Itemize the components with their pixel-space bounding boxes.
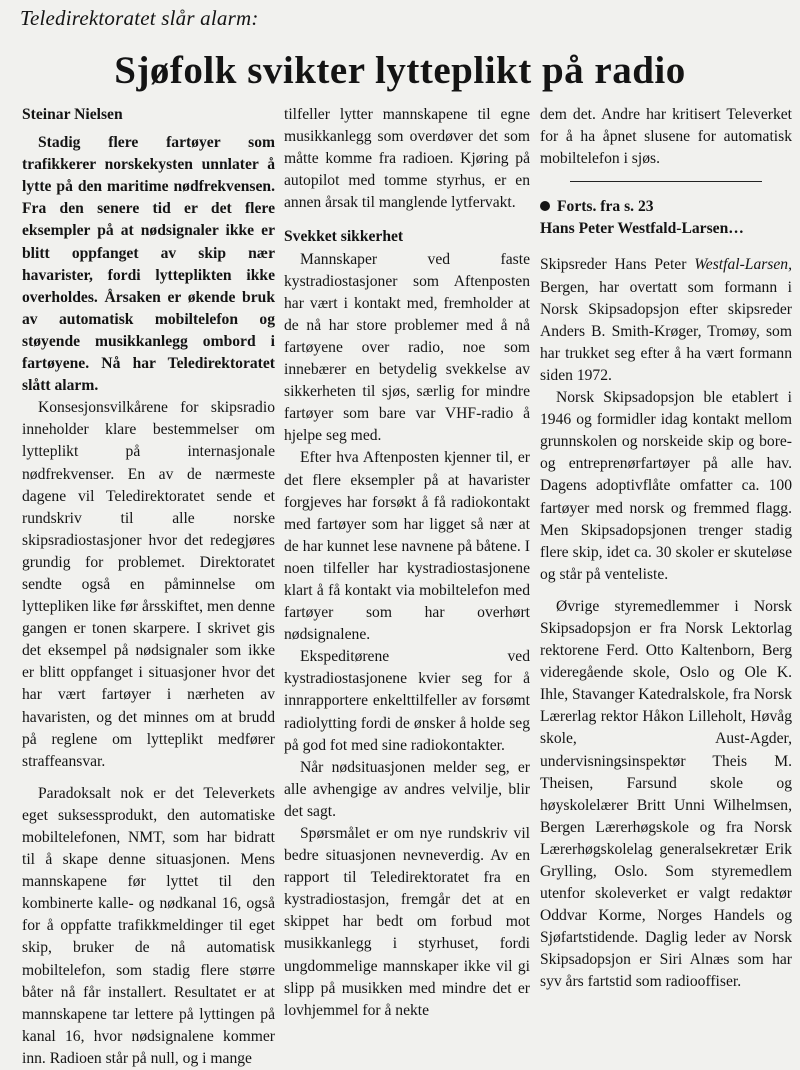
bullet-icon bbox=[540, 201, 550, 211]
article-headline: Sjøfolk svikter lytteplikt på radio bbox=[114, 49, 686, 92]
body-paragraph: tilfeller lytter mannskapene til egne musikkanlegg som overdøver det som måtte komme fra radioen. Kjøring på autopilot med tomme styrhus, er en annen årsak til manglende lytfervakt. bbox=[284, 106, 530, 212]
article-kicker: Teledirektoratet slår alarm: bbox=[20, 6, 259, 30]
body-paragraph: Spørsmålet er om nye rundskriv vil bedre situasjonen nevneverdig. Av en rapport til Teledirektoratet fra en kystradiostasjon, fremgår det at en skippet har bedt om forbud mot musikkanlegg i styrhuset, fordi ungdommelige mannskaper ikke vil gi slipp på musikken med mindre det er lovhjemmel for å nekte bbox=[284, 825, 530, 1019]
body-paragraph: Mannskaper ved faste kystradiostasjoner som Aftenposten har vært i kontakt med, fremholder at de nå har store problemer med å nå fartøyene over radio, noe som innebærer en betydelig svekkelse av sikkerheten til sjøs, særlig for mindre fartøyer som bare var VHF-radio å hjelpe seg med. bbox=[284, 250, 530, 445]
column-3 bbox=[540, 104, 792, 1055]
section-divider bbox=[570, 181, 762, 182]
body-paragraph: Norsk Skipsadopsjon ble etablert i 1946 og formidler idag kontakt mellom grunnskolen og norskeide skip og bore- og entreprenørfartøyer på alle hav. Dagens adoptivflåte omfatter ca. 100 fartøyer med norsk og fremmed flagg. Men Skipsadopsjonen trenger stadig flere skip, idet ca. 30 skoler er skuteløse og står på venteliste. bbox=[540, 389, 792, 583]
continuation-title: Hans Peter Westfald-Larsen… bbox=[540, 220, 744, 238]
byline: Steinar Nielsen bbox=[22, 106, 123, 123]
text-run-italic: Westfal-Larsen, bbox=[694, 256, 792, 274]
continuation-label: Forts. fra s. 23 bbox=[557, 198, 654, 216]
body-paragraph: Efter hva Aftenposten kjenner til, er det flere eksempler på at havarister forgjeves har forsøkt å få radiokontakt med fartøyer som har ligget så nær at de har kunnet lese navnene på båtene. I noen tilfeller har kystradiostasjonene klart å få kontakt via mobiltelefon med fartøyer som har overhørt nødsignalene. bbox=[284, 449, 530, 644]
subheading: Svekket sikkerhet bbox=[284, 228, 404, 246]
column-1 bbox=[22, 104, 275, 1067]
column-2 bbox=[284, 104, 530, 1055]
spacer bbox=[540, 586, 792, 596]
body-paragraph: Konsesjonsvilkårene for skipsradio inneholder klare bestemmelser om lytteplikt på internasjonale nødfrekvenser. En av de nærmeste dagene vil Teledirektoratet sende et rundskriv til alle norske skipsradiostasjoner hvor det redegjøres grundig for problemet. Direktoratet sendte også en påminnelse om lyttepliken like før årsskiftet, men denne gangen er tonen skarpere. I skrivet gis det eksempel på nødsignaler som ikke er blitt oppfanget i situasjoner hvor det har vært fartøyer i nærheten av havaristen, og det minnes om at brudd på reglene om lytteplikt medfører straffeansvar. bbox=[22, 399, 275, 770]
body-paragraph: Ekspeditørene ved kystradiostasjonene kvier seg for å innrapportere enkelttilfeller av forsømt radiolytting fordi de ønsker å holde seg på god fot med sine radiokontakter. bbox=[284, 648, 530, 754]
body-paragraph: dem det. Andre har kritisert Televerket for å ha åpnet slusene for automatisk mobiltelefon i sjøs. bbox=[540, 106, 792, 168]
continuation-note bbox=[540, 196, 792, 218]
text-run: Bergen, har overtatt som formann i Norsk Skipsadopsjon efter skipsreder Anders B. Smith-Krøger, Tromøy, som har trukket seg efter å ha vært formann siden 1972. bbox=[540, 278, 792, 384]
body-paragraph: Paradoksalt nok er det Televerkets eget suksessprodukt, den automatiske mobiltelefonen, NMT, som har bidratt til å skape denne situasjonen. Mens mannskapene før lyttet til den kombinerte kalle- og nødkanal 16, også for å oppfatte trafikkmeldinger til eget skip, bruker de nå automatisk mobiltelefon, som stadig flere større båter nå får installert. Resultatet er at mannskapene tar lettere på lyttingen på kanal 16, hvor nødsignalene kommer inn. Radioen står på null, og i mange bbox=[22, 784, 275, 1067]
lead-paragraph: Stadig flere fartøyer som trafikkerer norskekysten unnlater å lytte på den maritime nødfrekvensen. Fra den senere tid er det flere eksempler på at nødsignaler ikke er blitt oppfanget av skip nær havarister, fordi lytteplikten ikke overholdes. Årsaken er økende bruk av automatisk mobiltelefon og støyende musikkanlegg ombord i fartøyene. Nå har Teledirektoratet slått alarm. bbox=[22, 134, 275, 395]
body-paragraph: Når nødsituasjonen melder seg, er alle avhengige av andres velvilje, blir det sagt. bbox=[284, 758, 530, 820]
body-paragraph: Øvrige styremedlemmer i Norsk Skipsadopsjon er fra Norsk Lektorlag rektorene Ferd. Otto Kaltenborn, Berg videregående skole, Oslo og Ole K. Ihle, Stavanger Katedralskole, fra Norsk Lærerlag rektor Håkon Lilleholt, Høvåg skole, Aust-Agder, undervisningsinspektør Theis M. Theisen, Farsund skole og høyskolelærer Britt Unni Wilhelmsen, Bergen Lærerhøgskole og fra Norsk Lærerhøgskolelag generalsekretær Erik Grylling, Oslo. Som styremedlem utenfor skoleverket er valgt redaktør Oddvar Korme, Norges Handels og Sjøfartstidende. Daglig leder av Norsk Skipsadopsjon er Siri Alnæs som har syv års fartstid som radiooffiser. bbox=[540, 597, 793, 991]
text-run: Skipsreder Hans Peter bbox=[540, 256, 695, 274]
body-paragraph bbox=[540, 254, 792, 387]
